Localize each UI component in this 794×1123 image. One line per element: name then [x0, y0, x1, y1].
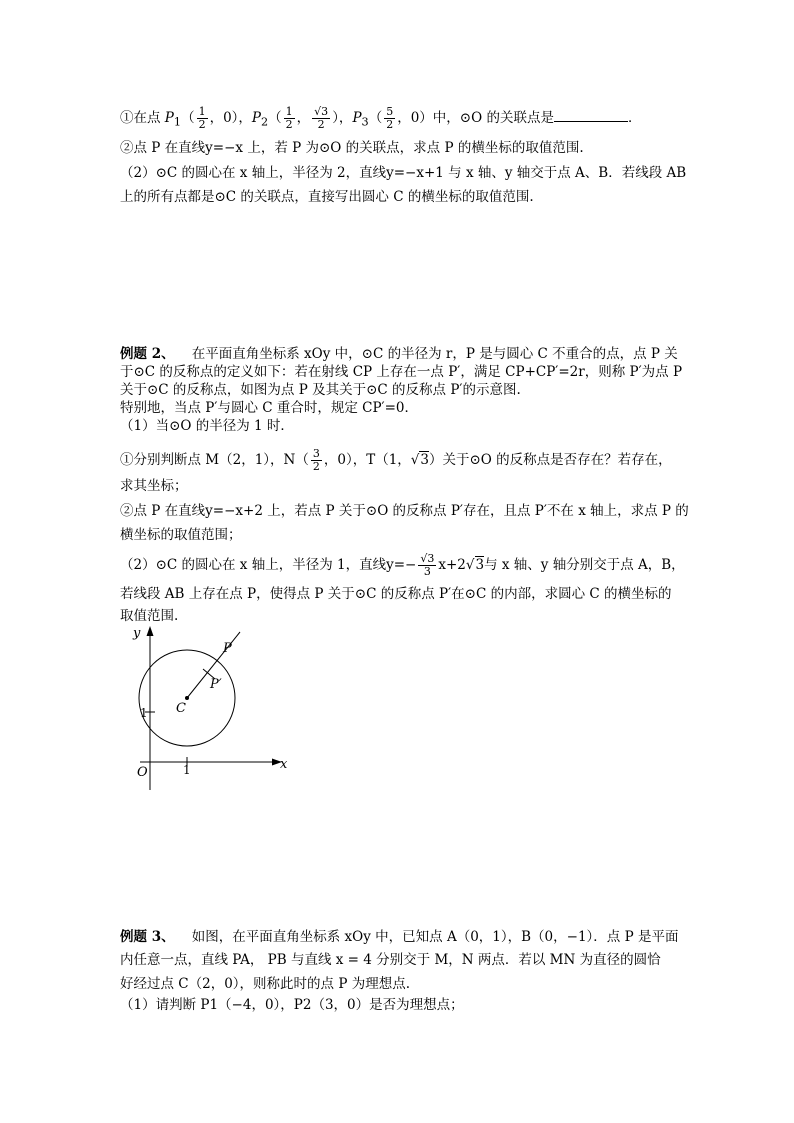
ex3-title: 例题 3、	[120, 929, 175, 945]
ex2-title: 例题 2、	[120, 346, 175, 362]
point-p1-name: P	[164, 110, 174, 126]
p3-y: 0	[410, 110, 420, 126]
point-p2-sub: 2	[261, 115, 269, 129]
p3-x-den: 2	[386, 118, 394, 131]
ex2-part2-line3: 取值范围.	[120, 608, 179, 624]
n-x-den: 2	[312, 460, 320, 473]
ex2-part2-a: （2）⊙C 的圆心在 x 轴上，半径为 1，直线y=−	[120, 557, 417, 573]
center-label: C	[176, 701, 186, 716]
ex3-line2: 内任意一点，直线 PA， PB 与直线 x = 4 分别交于 M，N 两点．若以 MN 为直径的圆恰	[120, 952, 661, 968]
ex2-part2-line1: （2）⊙C 的圆心在 x 轴上，半径为 1，直线y=− $\frac{√3}{3}$ x+2√3与 x 轴、y 轴分别交于点 A，B，	[120, 552, 685, 578]
y-tick-label: 1	[140, 706, 148, 720]
ex2-line3: 关于⊙C 的反称点，如图为点 P 及其关于⊙C 的反称点 P′的示意图.	[120, 382, 521, 398]
ex3-line3: 好经过点 C（2，0），则称此时的点 P 为理想点.	[120, 976, 411, 992]
x-axis-label: x	[280, 757, 288, 772]
slope-den: 3	[423, 565, 431, 578]
ex2-line5: （1）当⊙O 的半径为 1 时．	[120, 418, 294, 434]
ex3-line1-text: 如图，在平面直角坐标系 xOy 中，已知点 A（0，1），B（0，−1）．点 P 是平面	[191, 929, 679, 945]
ex2-part2-line2: 若线段 AB 上存在点 P，使得点 P 关于⊙C 的反称点 P′在⊙C 的内部，求圆心 C 的横坐标的	[120, 586, 672, 602]
ex2-part2-c: 与 x 轴、y 轴分别交于点 A，B，	[484, 557, 685, 573]
ex2-question-2-line1: ②点 P 在直线y=−x+2 上，若点 P 关于⊙O 的反称点 P′存在，且点 P′不在 x 轴上，求点 P 的	[120, 503, 689, 519]
p2-x-den: 2	[285, 118, 293, 131]
p2-x-num: 1	[285, 105, 293, 118]
ex2-line1-text: 在平面直角坐标系 xOy 中，⊙C 的半径为 r，P 是与圆心 C 不重合的点，点 P 关	[191, 346, 678, 362]
ex2-q1-part-c: ）关于⊙O 的反称点是否存在？若存在，	[429, 452, 672, 468]
p2-y-den: 2	[317, 118, 325, 131]
point-pprime-label: P′	[210, 677, 222, 692]
q1-tail: 中，⊙O 的关联点是	[432, 110, 554, 126]
center-dot	[185, 696, 189, 700]
intercept-sqrt: 3	[475, 557, 485, 573]
x-tick-label: 1	[183, 763, 191, 777]
ex1-part2-line1: （2）⊙C 的圆心在 x 轴上，半径为 2，直线y=−x+1 与 x 轴、y 轴交于点 A、B．若线段 AB	[120, 165, 687, 181]
p1-y: 0	[223, 110, 232, 126]
point-p1-sub: 1	[173, 115, 182, 129]
p2-y-num: √3	[314, 105, 329, 118]
p1-x-num: 1	[198, 105, 206, 118]
p1-x-den: 2	[198, 118, 206, 131]
ex2-question-1: ①分别判断点 M（2，1），N（ $\frac{3}{2}$ ，0），T（1，√3）关于⊙O 的反称点是否存在？若存在，	[120, 447, 672, 473]
ex2-line2: 于⊙C 的反称点的定义如下：若在射线 CP 上存在一点 P′，满足 CP+CP′=2r，则称 P′为点 P	[120, 364, 683, 380]
n-x-num: 3	[312, 447, 320, 460]
point-p3-sub: 3	[361, 115, 369, 129]
ex2-q1-part-a: ①分别判断点 M（2，1），N（	[120, 452, 309, 468]
point-p-label: P	[223, 641, 232, 656]
ex1-part2-line2: 上的所有点都是⊙C 的关联点，直接写出圆心 C 的横坐标的取值范围.	[120, 189, 534, 205]
point-p2-name: P	[251, 110, 261, 126]
ex2-q1-part-b: ，0），T（1，	[323, 452, 411, 468]
t-y-sqrt: 3	[420, 452, 429, 468]
y-axis-label: y	[133, 626, 141, 641]
ex2-question-2-line2: 横坐标的取值范围；	[120, 527, 242, 543]
ex2-part2-b: x+2	[438, 557, 466, 573]
point-p3-name: P	[352, 110, 362, 126]
y-axis-arrow	[147, 626, 154, 636]
ex2-question-1-end: 求其坐标；	[120, 478, 188, 494]
ex2-line4: 特别地，当点 P′与圆心 C 重合时，规定 CP′=0．	[120, 400, 419, 416]
p3-x-num: 5	[386, 105, 394, 118]
q1-label: ①在点	[120, 110, 161, 126]
ex1-question-1: ①在点 $P_1$（ $\frac{1}{2}$ ，0），$P_2$（ $\frac{1}{2}$ ， $\frac{√3}{2}$ ），$P_3$（ $\frac{5}{2}$ ，0）中，⊙O 的关联点是 ．	[120, 105, 642, 131]
slope-num: √3	[420, 552, 435, 565]
origin-label: O	[137, 765, 148, 780]
ex3-line4: （1）请判断 P1（−4，0），P2（3，0）是否为理想点；	[120, 997, 464, 1013]
ex1-question-2: ②点 P 在直线y=−x 上，若 P 为⊙O 的关联点，求点 P 的横坐标的取值范围.	[120, 140, 584, 156]
ex3-line1	[120, 928, 678, 946]
